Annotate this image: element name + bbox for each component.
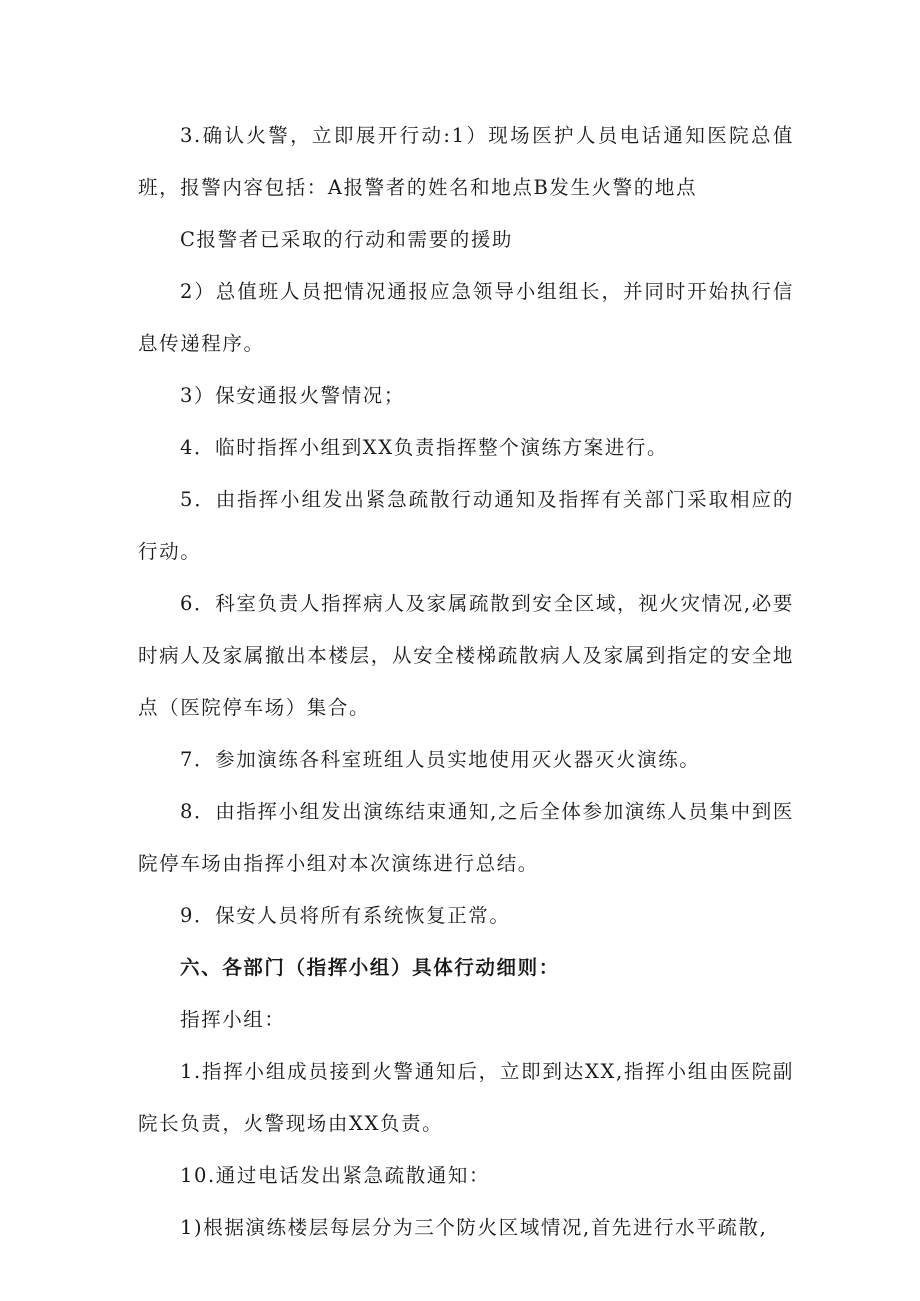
paragraph-item-6: 6．科室负责人指挥病人及家属疏散到安全区域，视火灾情况,必要时病人及家属撤出本楼层，从安全楼梯疏散病人及家属到指定的安全地点（医院停车场）集合。 (138, 592, 794, 719)
section-heading: 六、各部门（指挥小组）具体行动细则： (180, 956, 560, 979)
paragraph-command-step-10: 10.通过电话发出紧急疏散通知： (180, 1164, 491, 1187)
paragraph-item-9: 9．保安人员将所有系统恢复正常。 (180, 904, 511, 927)
paragraph-item-4: 4．临时指挥小组到XX负责指挥整个演练方案进行。 (180, 436, 669, 459)
paragraph-item-5: 5．由指挥小组发出紧急疏散行动通知及指挥有关部门采取相应的行动。 (138, 488, 794, 563)
paragraph-security-report: 3）保安通报火警情况； (180, 384, 406, 407)
paragraph-item-8: 8．由指挥小组发出演练结束通知,之后全体参加演练人员集中到医院停车场由指挥小组对本次演练进行总结。 (138, 800, 794, 875)
subheading-command-group: 指挥小组： (180, 1008, 286, 1031)
paragraph-command-step-1: 1.指挥小组成员接到火警通知后，立即到达XX,指挥小组由医院副院长负责，火警现场由XX负责。 (138, 1060, 794, 1135)
paragraph-item-7: 7．参加演练各科室班组人员实地使用灭火器灭火演练。 (180, 748, 701, 771)
paragraph-duty-report: 2）总值班人员把情况通报应急领导小组组长，并同时开始执行信息传递程序。 (138, 280, 794, 355)
paragraph-confirm-alarm: 3.确认火警，立即展开行动:1）现场医护人员电话通知医院总值班，报警内容包括：A报警者的姓名和地点B发生火警的地点 (138, 124, 794, 199)
paragraph-evacuation-step-1: 1)根据演练楼层每层分为三个防火区域情况,首先进行水平疏散, (180, 1216, 768, 1239)
paragraph-reporter-actions: C报警者已采取的行动和需要的援助 (180, 228, 514, 251)
